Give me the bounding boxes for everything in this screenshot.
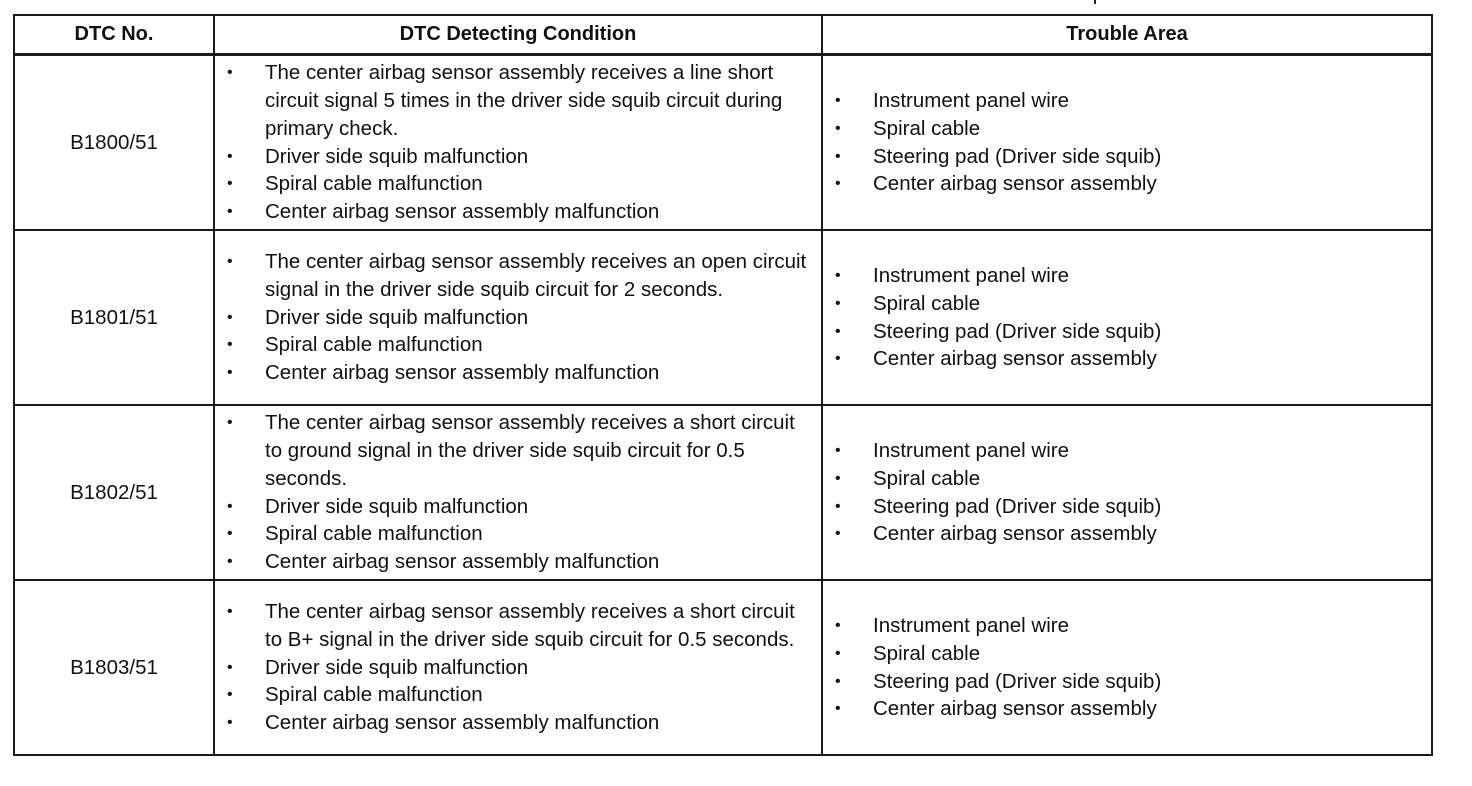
condition-list <box>215 409 821 576</box>
header-trouble-area: Trouble Area <box>822 15 1432 55</box>
trouble-area-item: • Steering pad (Driver side squib) <box>823 493 1431 521</box>
table-row <box>14 580 1432 755</box>
table-body <box>14 55 1432 756</box>
trouble-area-item: • Instrument panel wire <box>823 612 1431 640</box>
trouble-area-item: • Instrument panel wire <box>823 437 1431 465</box>
condition-cell <box>214 580 822 755</box>
table-row <box>14 405 1432 580</box>
trouble-area-list <box>823 87 1431 198</box>
condition-item: • The center airbag sensor assembly receives a line short circuit signal 5 times in the driver side squib circuit during primary check. <box>215 59 821 142</box>
trouble-area-list <box>823 437 1431 548</box>
trouble-area-item: • Steering pad (Driver side squib) <box>823 668 1431 696</box>
trouble-area-item: • Center airbag sensor assembly <box>823 695 1431 723</box>
trouble-area-list <box>823 612 1431 723</box>
trouble-area-item: • Spiral cable <box>823 290 1431 318</box>
trouble-area-cell <box>822 55 1432 231</box>
trouble-area-item: • Spiral cable <box>823 640 1431 668</box>
condition-cell <box>214 55 822 231</box>
header-dtc-no: DTC No. <box>14 15 214 55</box>
condition-item: • Spiral cable malfunction <box>215 331 821 359</box>
trouble-area-item: • Steering pad (Driver side squib) <box>823 143 1431 171</box>
condition-item: • Center airbag sensor assembly malfunction <box>215 548 821 576</box>
table-row <box>14 55 1432 231</box>
condition-item: • Spiral cable malfunction <box>215 170 821 198</box>
page-edge-mark <box>1094 0 1096 4</box>
dtc-code: B1803/51 <box>14 580 214 755</box>
header-detecting-condition: DTC Detecting Condition <box>214 15 822 55</box>
trouble-area-item: • Spiral cable <box>823 115 1431 143</box>
trouble-area-item: • Spiral cable <box>823 465 1431 493</box>
condition-item: • Spiral cable malfunction <box>215 520 821 548</box>
trouble-area-item: • Instrument panel wire <box>823 262 1431 290</box>
condition-item: • Driver side squib malfunction <box>215 143 821 171</box>
dtc-code: B1800/51 <box>14 55 214 231</box>
table-header <box>14 15 1432 55</box>
trouble-area-item: • Center airbag sensor assembly <box>823 345 1431 373</box>
trouble-area-cell <box>822 580 1432 755</box>
condition-item: • Spiral cable malfunction <box>215 681 821 709</box>
condition-item: • The center airbag sensor assembly receives an open circuit signal in the driver side squib circuit for 2 seconds. <box>215 248 821 304</box>
trouble-area-cell <box>822 230 1432 405</box>
trouble-area-cell <box>822 405 1432 580</box>
trouble-area-list <box>823 262 1431 373</box>
dtc-code: B1801/51 <box>14 230 214 405</box>
condition-item: • Driver side squib malfunction <box>215 304 821 332</box>
trouble-area-item: • Center airbag sensor assembly <box>823 170 1431 198</box>
condition-list <box>215 59 821 226</box>
condition-item: • Driver side squib malfunction <box>215 654 821 682</box>
trouble-area-item: • Steering pad (Driver side squib) <box>823 318 1431 346</box>
trouble-area-item: • Instrument panel wire <box>823 87 1431 115</box>
condition-list <box>215 248 821 387</box>
condition-item: • The center airbag sensor assembly receives a short circuit to ground signal in the driver side squib circuit for 0.5 seconds. <box>215 409 821 492</box>
dtc-table <box>13 14 1433 756</box>
condition-cell <box>214 230 822 405</box>
dtc-code: B1802/51 <box>14 405 214 580</box>
header-row <box>14 15 1432 55</box>
condition-cell <box>214 405 822 580</box>
condition-item: • Center airbag sensor assembly malfunction <box>215 198 821 226</box>
condition-item: • Center airbag sensor assembly malfunction <box>215 359 821 387</box>
condition-list <box>215 598 821 737</box>
condition-item: • Center airbag sensor assembly malfunction <box>215 709 821 737</box>
condition-item: • The center airbag sensor assembly receives a short circuit to B+ signal in the driver side squib circuit for 0.5 seconds. <box>215 598 821 654</box>
trouble-area-item: • Center airbag sensor assembly <box>823 520 1431 548</box>
table-row <box>14 230 1432 405</box>
condition-item: • Driver side squib malfunction <box>215 493 821 521</box>
